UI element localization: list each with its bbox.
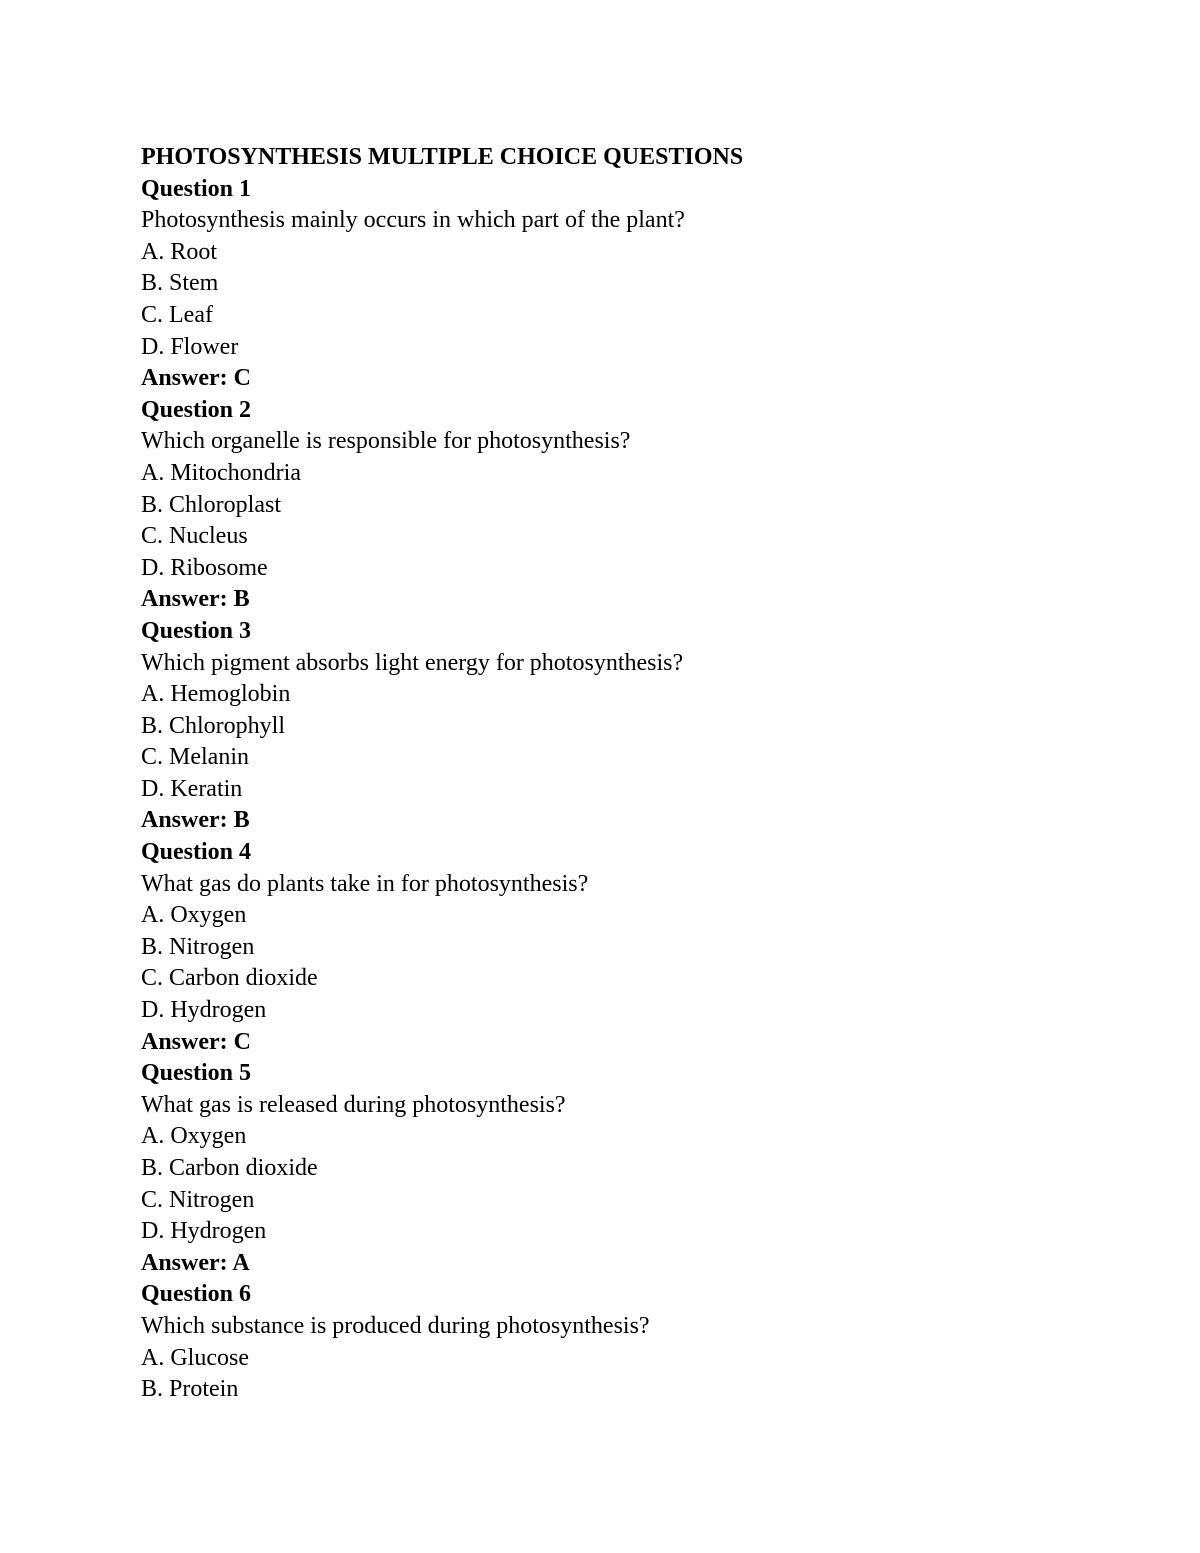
question-text: Which organelle is responsible for photosynthesis?	[141, 428, 631, 455]
question-text: What gas is released during photosynthesis?	[141, 1091, 566, 1118]
option-item: D. Ribosome	[141, 554, 268, 581]
option-item: B. Carbon dioxide	[141, 1155, 318, 1181]
question-block	[141, 616, 1121, 837]
option-item: D. Hydrogen	[141, 1218, 267, 1245]
option-item: A. Oxygen	[141, 1123, 247, 1150]
document-page	[141, 142, 1121, 1406]
option-item: A. Oxygen	[141, 902, 247, 929]
option-item: D. Keratin	[141, 775, 243, 802]
question-heading: Question 6	[141, 1281, 252, 1308]
option-item: A. Root	[141, 238, 218, 265]
question-block	[141, 1279, 1121, 1405]
option-item: A. Hemoglobin	[141, 681, 291, 708]
option-item: B. Stem	[141, 270, 219, 297]
option-item: A. Mitochondria	[141, 459, 301, 486]
answer-line: Answer: B	[141, 586, 250, 613]
option-item: D. Hydrogen	[141, 997, 267, 1024]
option-item: A. Glucose	[141, 1344, 249, 1371]
document-title: PHOTOSYNTHESIS MULTIPLE CHOICE QUESTIONS	[141, 144, 744, 170]
answer-line: Answer: C	[141, 365, 251, 392]
option-item: C. Leaf	[141, 301, 213, 328]
option-item: C. Carbon dioxide	[141, 965, 318, 992]
question-text: Which substance is produced during photosynthesis?	[141, 1312, 650, 1339]
question-block	[141, 837, 1121, 1058]
option-item: C. Melanin	[141, 744, 249, 771]
option-item: D. Flower	[141, 333, 239, 360]
option-item: B. Chlorophyll	[141, 712, 286, 739]
answer-line: Answer: C	[141, 1028, 251, 1055]
question-heading: Question 2	[141, 396, 252, 423]
question-block	[141, 395, 1121, 616]
question-block	[141, 174, 1121, 395]
option-item: B. Protein	[141, 1376, 239, 1403]
question-heading: Question 3	[141, 617, 252, 644]
question-text: Photosynthesis mainly occurs in which part of the plant?	[141, 207, 685, 234]
question-block	[141, 1058, 1121, 1279]
answer-line: Answer: B	[141, 807, 250, 834]
question-heading: Question 1	[141, 175, 252, 202]
question-text: Which pigment absorbs light energy for photosynthesis?	[141, 649, 684, 676]
option-item: C. Nitrogen	[141, 1186, 255, 1213]
question-text: What gas do plants take in for photosynthesis?	[141, 870, 589, 897]
option-item: B. Chloroplast	[141, 491, 282, 518]
question-heading: Question 5	[141, 1060, 252, 1087]
answer-line: Answer: A	[141, 1249, 250, 1276]
option-item: B. Nitrogen	[141, 933, 255, 960]
question-heading: Question 4	[141, 839, 252, 866]
option-item: C. Nucleus	[141, 523, 248, 550]
